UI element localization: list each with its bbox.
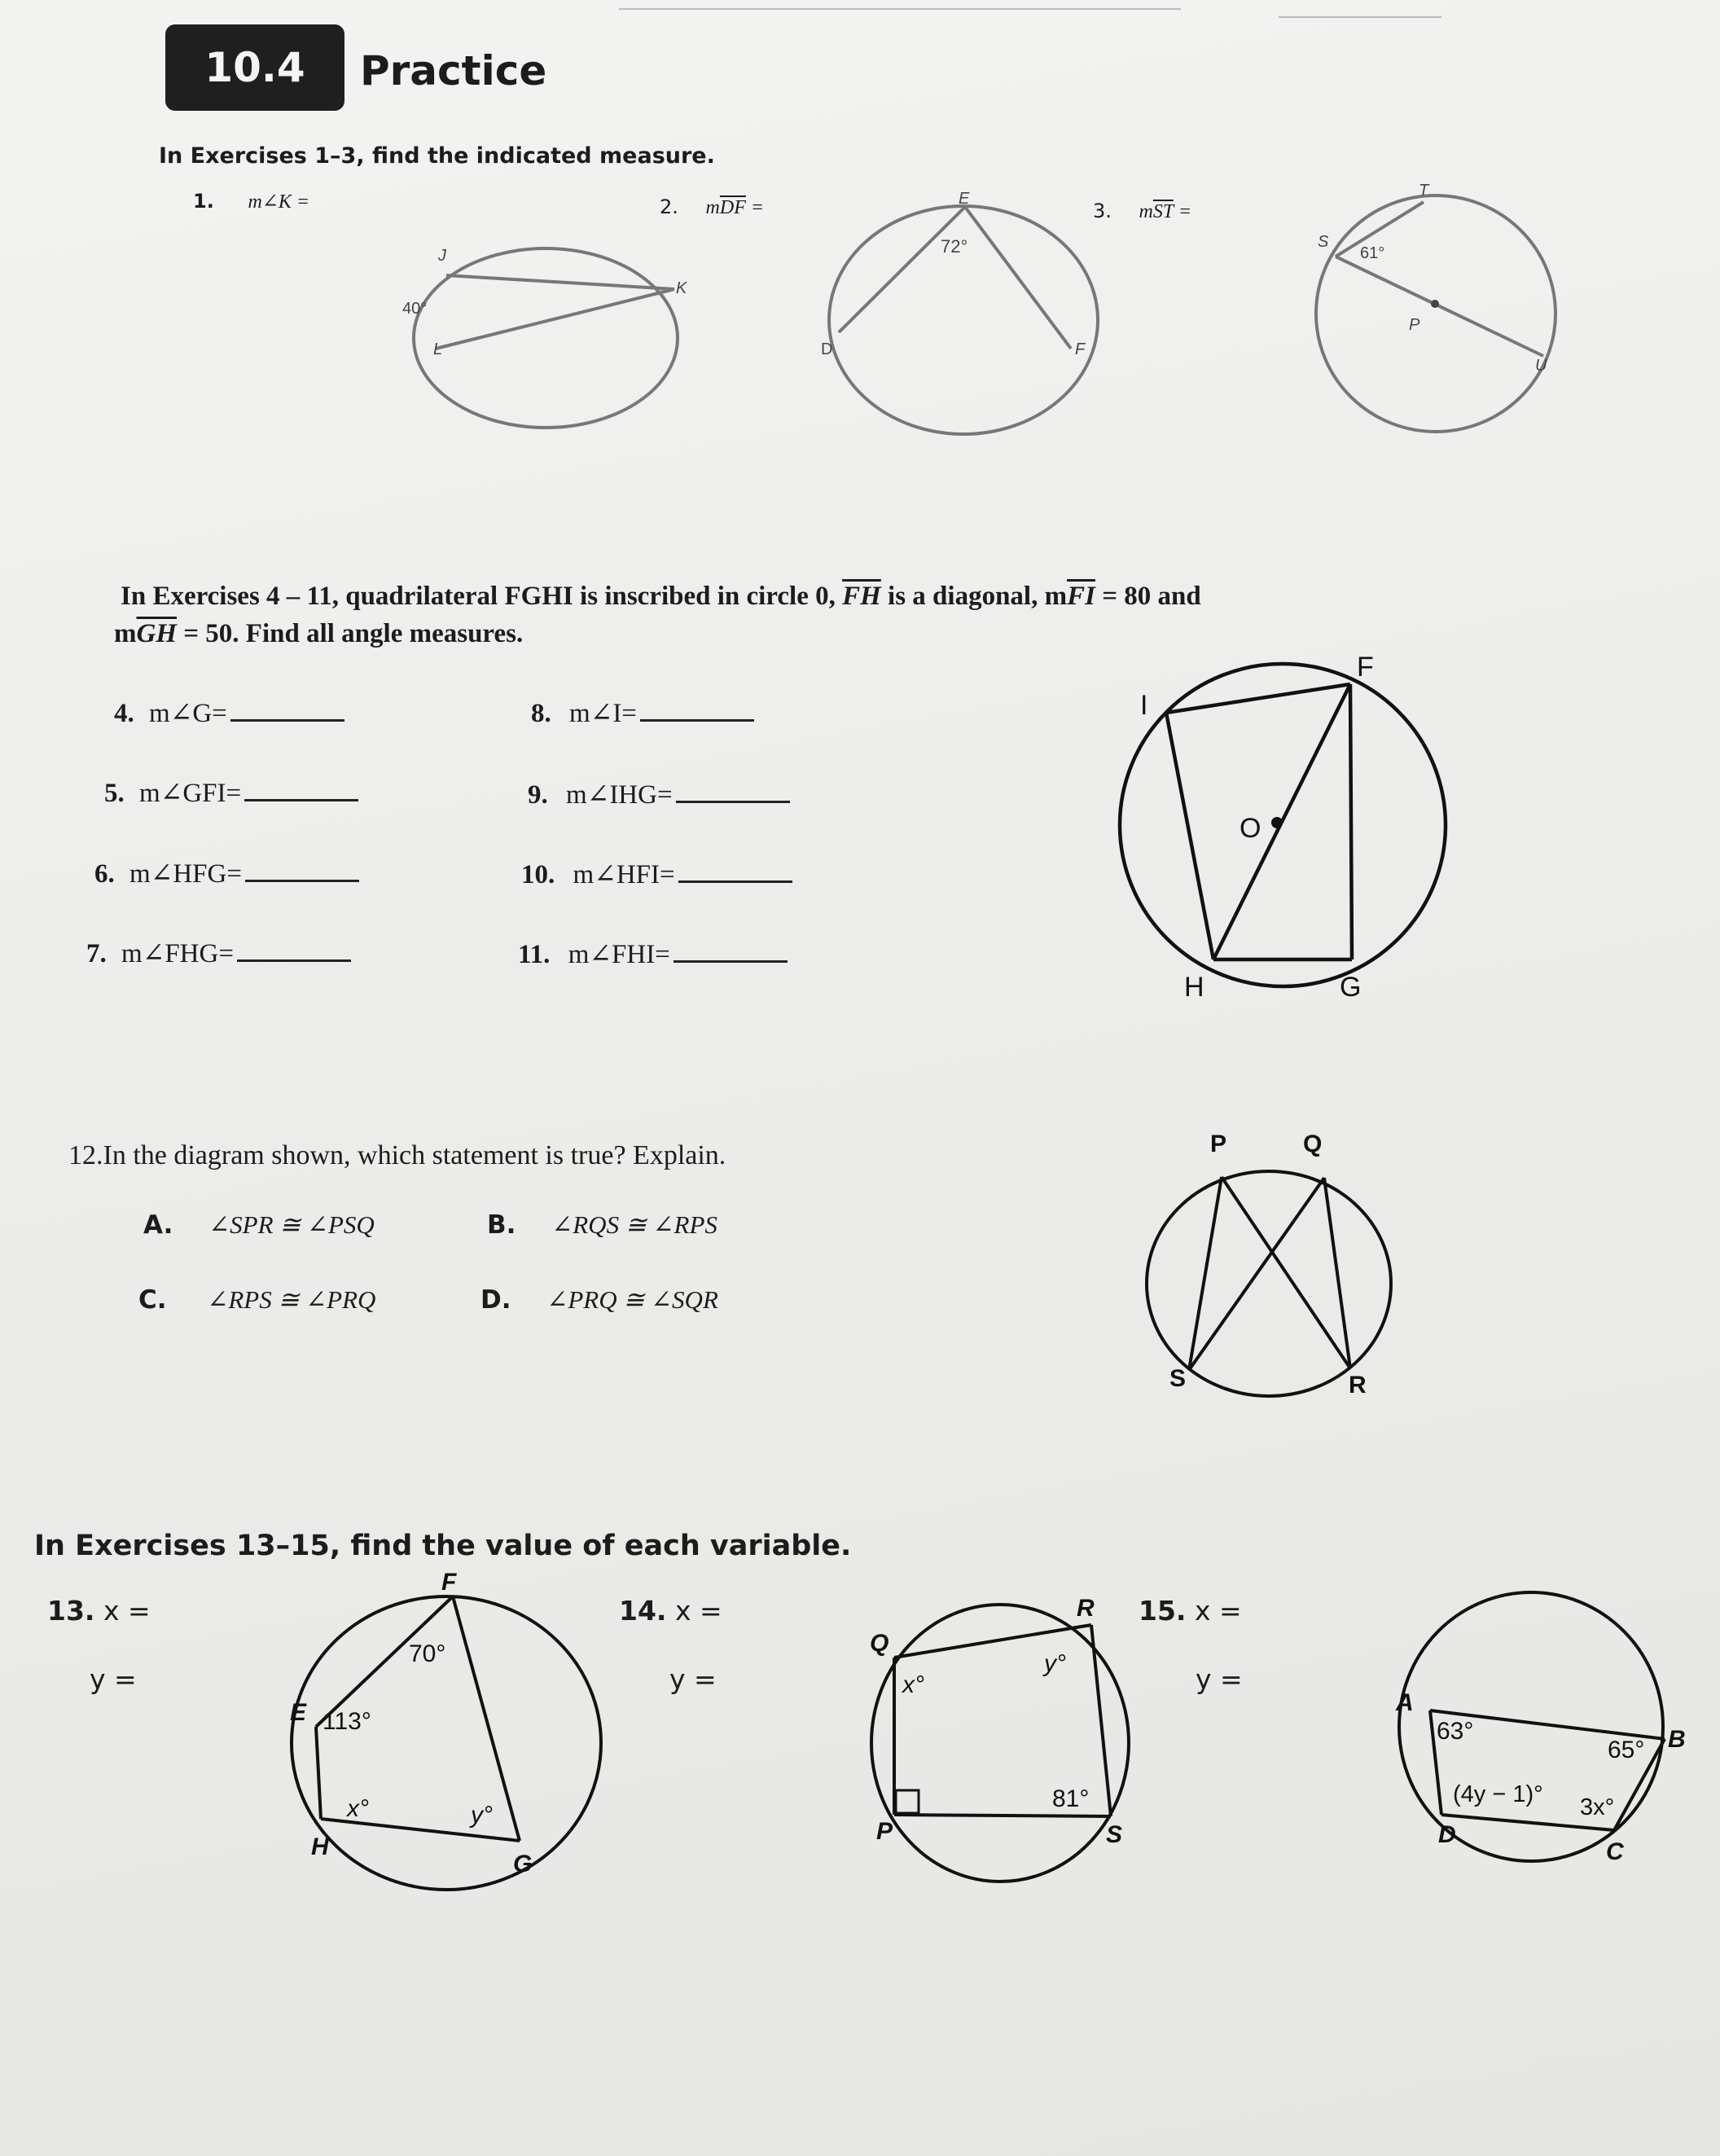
label-j: J xyxy=(438,247,446,265)
angle-label-x: x° xyxy=(347,1795,369,1822)
side-eh xyxy=(316,1727,321,1819)
label-u: U xyxy=(1535,357,1547,375)
label-l: L xyxy=(433,340,443,358)
exercise-number: 7. xyxy=(86,939,107,968)
exercise-number: 11. xyxy=(518,940,551,969)
segment-fh: $\overline{FH}$ xyxy=(842,582,881,611)
arc-name: $\overline{ST}$ xyxy=(1152,201,1174,222)
label-g: G xyxy=(1340,972,1362,1003)
header-rule-left xyxy=(619,8,1181,10)
circle xyxy=(871,1605,1129,1882)
instructions-text: = 50. Find all angle measures. xyxy=(177,619,524,648)
label-p: P xyxy=(876,1818,893,1845)
answer-blank[interactable] xyxy=(230,719,344,722)
label-q: Q xyxy=(870,1630,889,1657)
circle xyxy=(1147,1171,1391,1396)
instructions-text: = 80 and xyxy=(1095,582,1201,611)
exercise-3-prompt xyxy=(1093,200,1191,223)
label-p: P xyxy=(1210,1131,1227,1157)
segment-qs xyxy=(1189,1178,1324,1370)
measure-prefix: m xyxy=(1139,201,1153,222)
chord-lk xyxy=(436,289,674,349)
angle-label-4y-minus-1: (4y − 1)° xyxy=(1453,1781,1543,1807)
exercise-2-prompt xyxy=(660,195,764,219)
exercise-number: 4. xyxy=(114,699,134,728)
figure-question-12 xyxy=(1140,1124,1409,1401)
exercise-15-x xyxy=(1139,1595,1242,1627)
label-k: K xyxy=(676,279,687,297)
instructions-text: is a diagonal, m xyxy=(880,582,1068,611)
angle-label-72: 72° xyxy=(941,236,968,257)
exercise-text: m∠HFI= xyxy=(573,860,675,889)
label-a: A xyxy=(1396,1689,1414,1716)
exercise-number: 9. xyxy=(528,780,548,810)
exercise-14-y: y = xyxy=(669,1663,717,1695)
exercise-1-prompt xyxy=(193,190,309,213)
exercise-2-text xyxy=(706,197,765,218)
choice-text: ∠RPS ≅ ∠PRQ xyxy=(207,1285,376,1314)
instructions-4-11-line1 xyxy=(121,582,1201,612)
choice-text: ∠PRQ ≅ ∠SQR xyxy=(546,1285,718,1314)
angle-label-65: 65° xyxy=(1608,1737,1645,1763)
choice-letter: D. xyxy=(480,1285,511,1315)
chord-ed xyxy=(839,207,965,332)
exercise-14-x xyxy=(619,1595,722,1627)
exercise-number: 15. xyxy=(1139,1595,1187,1627)
label-h: H xyxy=(311,1833,329,1860)
label-s: S xyxy=(1169,1365,1187,1392)
section-number-badge: 10.4 xyxy=(165,24,344,111)
exercise-text: m∠FHI= xyxy=(568,940,670,969)
exercise-number: 5. xyxy=(104,779,125,808)
choice-letter: B. xyxy=(487,1210,516,1240)
page-title: Practice xyxy=(360,47,547,94)
label-f: F xyxy=(1075,340,1086,358)
label-r: R xyxy=(1077,1595,1095,1622)
exercise-5 xyxy=(104,776,358,809)
exercise-number: 6. xyxy=(94,859,115,889)
x-prompt: x = xyxy=(1194,1595,1242,1627)
right-angle-mark xyxy=(896,1790,919,1813)
instructions-4-11-line2 xyxy=(114,619,523,649)
exercise-8 xyxy=(531,696,754,729)
arc-name: $\overline{DF}$ xyxy=(719,197,746,218)
circle xyxy=(292,1596,601,1890)
choice-a xyxy=(143,1210,375,1240)
angle-label-x: x° xyxy=(902,1671,924,1698)
exercise-13-x xyxy=(47,1595,151,1627)
angle-label-63: 63° xyxy=(1437,1718,1474,1745)
label-s: S xyxy=(1318,233,1329,251)
answer-blank[interactable] xyxy=(674,960,788,963)
circle xyxy=(1316,195,1555,432)
label-f: F xyxy=(441,1569,457,1596)
label-d: D xyxy=(821,340,833,358)
answer-blank[interactable] xyxy=(678,880,792,883)
angle-label-y: y° xyxy=(471,1802,493,1829)
label-g: G xyxy=(513,1851,533,1877)
diameter-su xyxy=(1336,257,1543,356)
measure-prefix: m xyxy=(705,197,720,218)
choice-text: ∠RQS ≅ ∠RPS xyxy=(551,1210,717,1239)
segment-qr xyxy=(1324,1178,1350,1368)
equals-sign: = xyxy=(745,197,765,218)
figure-exercise-2 xyxy=(814,187,1108,424)
exercise-number: 10. xyxy=(521,860,555,889)
label-e: E xyxy=(959,190,970,208)
instructions-13-15: In Exercises 13–15, find the value of each variable. xyxy=(34,1530,852,1562)
answer-blank[interactable] xyxy=(244,799,358,801)
exercise-10 xyxy=(521,858,792,890)
side-hi xyxy=(1166,713,1213,959)
exercise-4 xyxy=(114,696,344,729)
exercise-text: m∠GFI= xyxy=(139,779,242,808)
figure-exercise-13 xyxy=(277,1569,586,1882)
center-point-p xyxy=(1431,300,1439,308)
answer-blank[interactable] xyxy=(237,959,351,962)
exercise-number: 13. xyxy=(47,1595,95,1627)
exercise-9 xyxy=(528,778,790,810)
label-i: I xyxy=(1140,690,1148,721)
angle-label-70: 70° xyxy=(409,1640,446,1667)
figure-exercise-3 xyxy=(1303,183,1572,419)
label-d: D xyxy=(1438,1821,1456,1848)
label-p: P xyxy=(1409,316,1420,334)
exercise-15-y: y = xyxy=(1196,1663,1243,1695)
label-b: B xyxy=(1668,1726,1686,1753)
angle-label-y: y° xyxy=(1044,1650,1066,1677)
angle-label-113: 113° xyxy=(322,1708,371,1735)
exercise-7 xyxy=(86,937,351,969)
choice-d xyxy=(480,1285,718,1315)
label-c: C xyxy=(1606,1838,1624,1865)
exercise-3-text xyxy=(1139,201,1191,222)
side-sp xyxy=(894,1815,1111,1816)
choice-letter: C. xyxy=(138,1285,167,1315)
figure-exercise-14 xyxy=(863,1596,1132,1882)
exercise-number: 1. xyxy=(193,190,214,213)
label-t: T xyxy=(1419,182,1429,200)
angle-label-81: 81° xyxy=(1052,1785,1090,1812)
label-r: R xyxy=(1349,1372,1367,1399)
arc-gh: $\overline{GH}$ xyxy=(136,619,177,648)
answer-blank[interactable] xyxy=(676,801,790,803)
label-h: H xyxy=(1184,972,1204,1003)
exercise-11 xyxy=(518,937,788,970)
exercise-number: 14. xyxy=(619,1595,667,1627)
exercise-text: m∠G= xyxy=(149,699,227,728)
center-point-o xyxy=(1271,817,1283,828)
exercise-number: 2. xyxy=(660,195,678,218)
header-rule-right xyxy=(1279,16,1441,18)
label-o: O xyxy=(1240,813,1261,844)
choice-text: ∠SPR ≅ ∠PSQ xyxy=(208,1210,375,1239)
measure-prefix: m xyxy=(114,619,137,648)
side-rs xyxy=(1091,1625,1111,1816)
x-prompt: x = xyxy=(103,1595,151,1627)
exercise-13-y: y = xyxy=(90,1663,137,1695)
answer-blank[interactable] xyxy=(640,719,754,722)
figure-quadrilateral-fghi xyxy=(1116,652,1458,1010)
question-12: 12.In the diagram shown, which statement is true? Explain. xyxy=(68,1140,726,1170)
exercise-text: m∠I= xyxy=(569,699,637,728)
label-f: F xyxy=(1357,652,1374,683)
equals-sign: = xyxy=(1173,201,1192,222)
choice-b xyxy=(487,1210,717,1240)
exercise-text: m∠IHG= xyxy=(566,780,673,810)
arc-label-40: 40° xyxy=(402,300,428,318)
segment-pr xyxy=(1222,1177,1350,1368)
arc-fi: $\overline{FI}$ xyxy=(1067,582,1095,611)
exercise-6 xyxy=(94,857,359,889)
label-s: S xyxy=(1106,1821,1123,1848)
segment-ps xyxy=(1189,1177,1222,1370)
label-e: E xyxy=(290,1699,307,1726)
choice-c xyxy=(138,1285,375,1315)
instructions-1-3: In Exercises 1–3, find the indicated measure. xyxy=(159,143,715,169)
figure-exercise-1 xyxy=(391,228,700,424)
angle-label-61: 61° xyxy=(1360,244,1385,262)
side-fg xyxy=(1350,684,1352,959)
exercise-text: m∠HFG= xyxy=(129,859,242,889)
figure-exercise-15 xyxy=(1384,1588,1686,1865)
angle-label-3x: 3x° xyxy=(1580,1794,1615,1820)
choice-letter: A. xyxy=(143,1210,173,1240)
exercise-number: 8. xyxy=(531,699,551,728)
exercise-1-text: m∠K = xyxy=(248,191,310,213)
answer-blank[interactable] xyxy=(245,880,359,882)
chord-ef xyxy=(965,207,1071,349)
exercise-number: 3. xyxy=(1093,200,1112,222)
instructions-text: In Exercises 4 – 11, quadrilateral FGHI is inscribed in circle 0, xyxy=(121,582,836,611)
exercise-text: m∠FHG= xyxy=(121,939,234,968)
x-prompt: x = xyxy=(674,1595,722,1627)
label-q: Q xyxy=(1303,1131,1323,1157)
